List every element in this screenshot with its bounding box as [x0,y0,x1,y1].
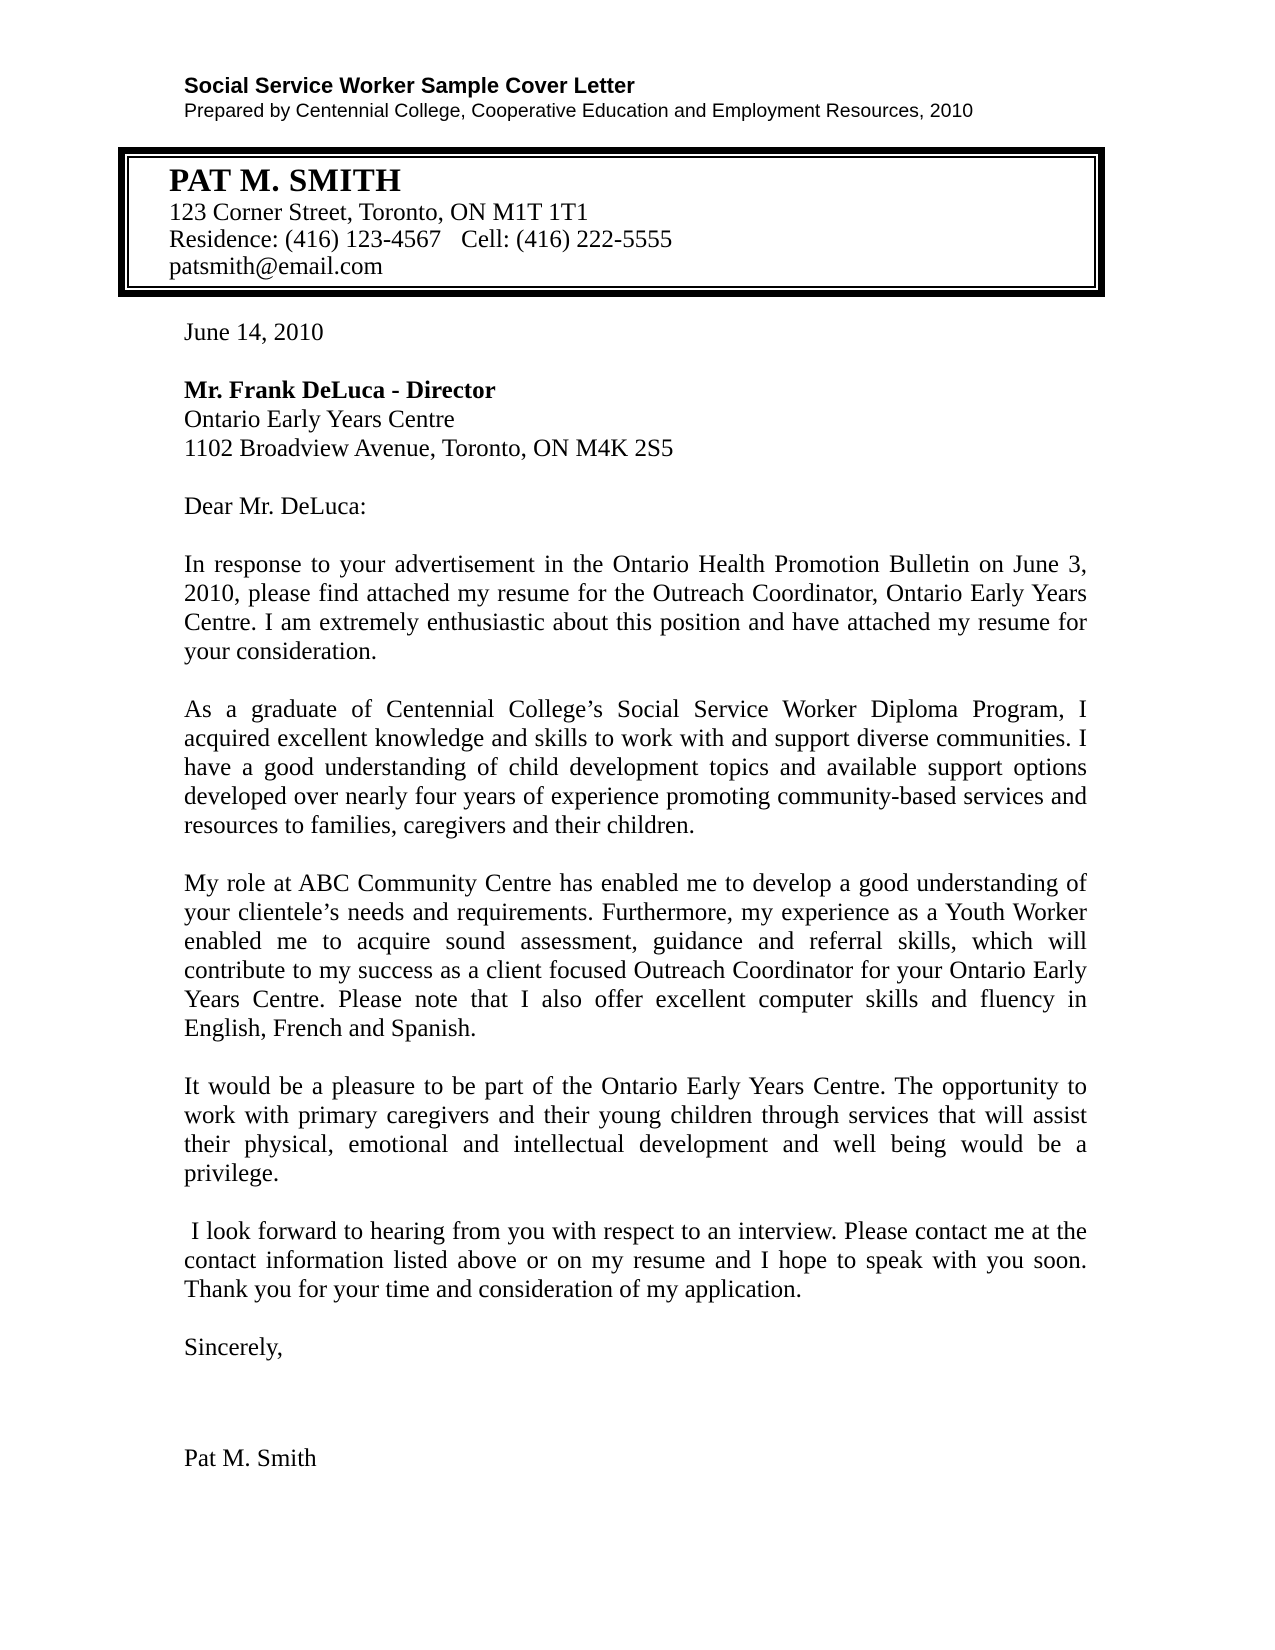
applicant-phone-residence: Residence: (416) 123-4567 [169,226,442,253]
applicant-name: PAT M. SMITH [169,163,402,199]
recipient-name: Mr. Frank DeLuca - Director [184,377,496,404]
document-subtitle: Prepared by Centennial College, Cooperative Education and Employment Resources, 2010 [184,100,974,122]
paragraph-education: As a graduate of Centennial College’s Social Service Worker Diploma Program, I acquired excellent knowledge and skills to work with and support diverse communities. I have a good understanding of child development topics and available support options developed over nearly four years of experience promoting community-based services and resources to families, caregivers and their children. [184,696,1087,839]
letter-date: June 14, 2010 [184,319,324,346]
paragraph-response-to-ad: In response to your advertisement in the Ontario Health Promotion Bulletin on June 3, 2010, please find attached my resume for the Outreach Coordinator, Ontario Early Years Centre. I am extremely enthusiastic about this position and have attached my resume for your consideration. [184,551,1087,665]
document-title: Social Service Worker Sample Cover Letter [184,73,635,98]
applicant-address: 123 Corner Street, Toronto, ON M1T 1T1 [169,199,589,226]
paragraph-experience: My role at ABC Community Centre has enabled me to develop a good understanding of your clientele’s needs and requirements. Furthermore, my experience as a Youth Worker enabled me to acquire sound assessment, guidance and referral skills, which will contribute to my success as a client focused Outreach Coordinator for your Ontario Early Years Centre. Please note that I also offer excellent computer skills and fluency in English, French and Spanish. [184,870,1087,1042]
applicant-email: patsmith@email.com [169,253,383,280]
letterhead-box [118,147,1105,297]
signature-name: Pat M. Smith [184,1445,317,1472]
recipient-address: 1102 Broadview Avenue, Toronto, ON M4K 2S5 [184,435,674,462]
recipient-block [184,376,1087,463]
salutation: Dear Mr. DeLuca: [184,493,367,520]
letter-body [184,318,1094,1473]
document-header [184,72,973,124]
applicant-phone-line [169,226,1054,253]
paragraph-motivation: It would be a pleasure to be part of the Ontario Early Years Centre. The opportunity to work with primary caregivers and their young children through services that will assist their physical, emotional and intellectual development and well being would be a privilege. [184,1073,1087,1187]
paragraph-follow-up: I look forward to hearing from you with respect to an interview. Please contact me at the contact information listed above or on my resume and I hope to speak with you soon. Thank you for your time and consideration of my application. [184,1218,1094,1303]
closing-salutation: Sincerely, [184,1334,284,1361]
recipient-organization: Ontario Early Years Centre [184,406,455,433]
letterhead-inner-border [127,156,1096,288]
applicant-phone-cell: Cell: (416) 222-5555 [461,226,673,253]
